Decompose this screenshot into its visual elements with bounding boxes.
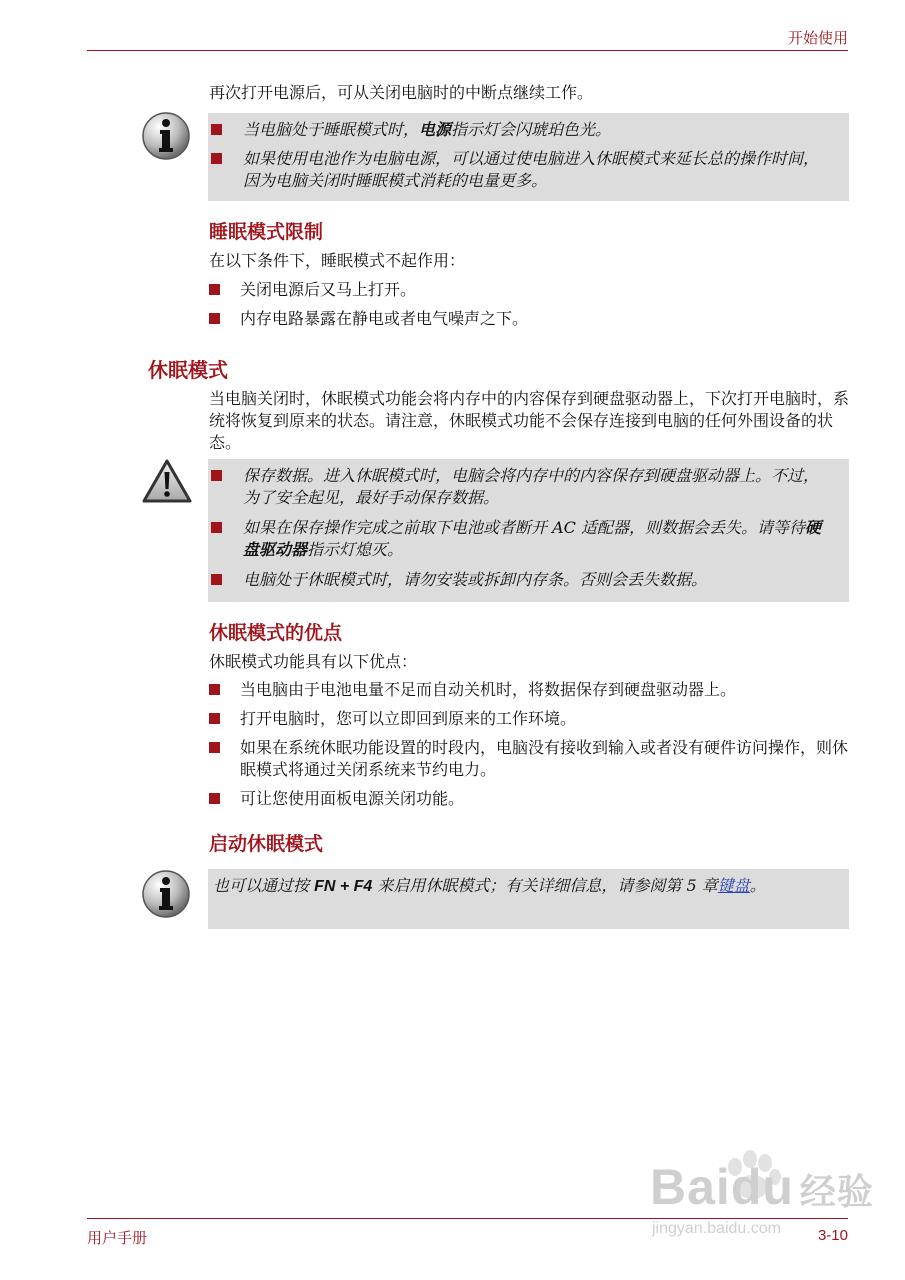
section-heading: 睡眠模式限制 (209, 222, 324, 243)
bullet-square (209, 684, 220, 695)
bullet-square (211, 574, 222, 585)
note-box-start (208, 869, 849, 929)
bullet-square (209, 284, 220, 295)
warning-box (208, 459, 849, 602)
note-text: 也可以通过按 FN + F4 来启用休眠模式；有关详细信息，请参阅第 5 章键盘。 (213, 876, 766, 895)
list-item-text: 打开电脑时，您可以立即回到原来的工作环境。 (240, 709, 577, 728)
note-bold-term: 电源 (419, 120, 452, 139)
note-text: 当电脑处于睡眠模式时， (243, 120, 420, 139)
page-number: 3-10 (817, 1227, 848, 1244)
bullet-square (209, 713, 220, 724)
paragraph: 在以下条件下，睡眠模式不起作用： (209, 251, 466, 270)
bullet-square (209, 742, 220, 753)
bullet-square (211, 153, 222, 164)
list-item-text: 可让您使用面板电源关闭功能。 (240, 789, 465, 808)
warning-text: 如果在保存操作完成之前取下电池或者断开 AC 适配器，则数据会丢失。请等待 (243, 518, 805, 537)
key-f4: F4 (353, 878, 373, 895)
note-text: 如果使用电池作为电脑电源，可以通过使电脑进入休眠模式来延长总的操作时间，因为电脑关闭时睡眠模式消耗的电量更多。 (243, 149, 820, 190)
list-item-text: 关闭电源后又马上打开。 (240, 280, 417, 299)
section-heading: 启动休眠模式 (209, 834, 324, 855)
info-icon (141, 869, 191, 919)
watermark-url: jingyan.baidu.com (652, 1220, 781, 1237)
list-item-text: 内存电路暴露在静电或者电气噪声之下。 (240, 309, 529, 328)
section-heading: 休眠模式的优点 (209, 623, 343, 644)
warning-text: 电脑处于休眠模式时，请勿安装或拆卸内存条。否则会丢失数据。 (243, 570, 708, 589)
note-text: 指示灯会闪琥珀色光。 (451, 120, 612, 139)
warning-text: 保存数据。进入休眠模式时，电脑会将内存中的内容保存到硬盘驱动器上。不过，为了安全起见，最好手动保存数据。 (243, 466, 820, 507)
key-fn: FN (314, 878, 336, 895)
bullet-square (211, 124, 222, 135)
note-box-sleep (208, 113, 849, 201)
paragraph: 休眠模式功能具有以下优点： (209, 652, 418, 671)
intro-paragraph: 再次打开电源后，可从关闭电脑时的中断点继续工作。 (209, 83, 594, 102)
bullet-square (209, 313, 220, 324)
info-icon (141, 111, 191, 161)
header-rule (87, 50, 848, 51)
bullet-square (211, 470, 222, 481)
footer-rule (87, 1218, 848, 1219)
section-heading: 休眠模式 (148, 360, 228, 382)
watermark-brand: Baidu 经验 (650, 1159, 874, 1215)
bullet-square (211, 522, 222, 533)
list-item-text: 如果在系统休眠功能设置的时段内，电脑没有接收到输入或者没有硬件访问操作，则休眠模式将通过关闭系统来节约电力。 (240, 738, 849, 779)
warning-bold-term: 硬盘驱动器 (243, 518, 821, 559)
paragraph: 当电脑关闭时，休眠模式功能会将内存中的内容保存到硬盘驱动器上，下次打开电脑时，系统将恢复到原来的状态。请注意，休眠模式功能不会保存连接到电脑的任何外围设备的状态。 (209, 389, 850, 452)
keyboard-chapter-link[interactable]: 键盘 (717, 876, 750, 895)
running-header: 开始使用 (787, 29, 848, 47)
warning-icon (141, 458, 193, 504)
bullet-square (209, 793, 220, 804)
footer-title: 用户手册 (87, 1229, 148, 1247)
list-item-text: 当电脑由于电池电量不足而自动关机时，将数据保存到硬盘驱动器上。 (240, 680, 737, 699)
warning-text: 指示灯熄灭。 (307, 540, 404, 559)
